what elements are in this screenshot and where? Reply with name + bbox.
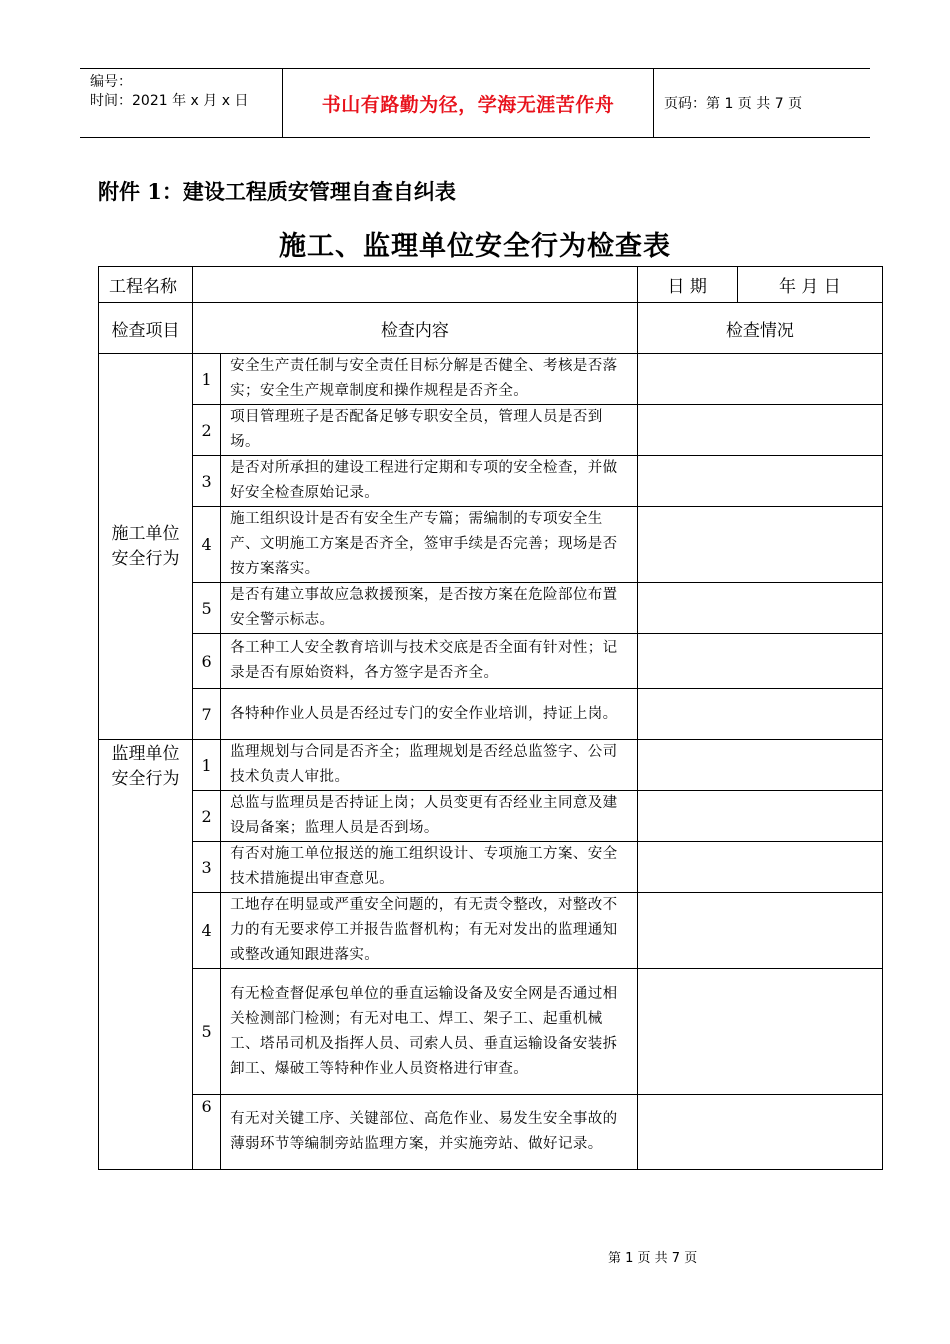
row-content: 有无对关键工序、关键部位、高危作业、易发生安全事故的薄弱环节等编制旁站监理方案，并实施旁站、做好记录。 [221, 1095, 638, 1170]
group-label-line: 施工单位 [111, 523, 180, 544]
row-number: 4 [193, 507, 221, 583]
inspection-table [98, 266, 883, 1170]
row-status[interactable] [637, 689, 882, 740]
row-content: 项目管理班子是否配备足够专职安全员，管理人员是否到场。 [221, 405, 638, 456]
row-status[interactable] [637, 634, 882, 689]
row-status[interactable] [637, 1095, 882, 1170]
row-number: 5 [193, 583, 221, 634]
row-number: 6 [193, 634, 221, 689]
row-number: 3 [193, 842, 221, 893]
table-row [99, 583, 883, 634]
row-content: 监理规划与合同是否齐全；监理规划是否经总监签字、公司技术负责人审批。 [221, 740, 638, 791]
row-content: 工地存在明显或严重安全问题的，有无责令整改，对整改不力的有无要求停工并报告监督机构；有无对发出的监理通知或整改通知跟进落实。 [221, 893, 638, 969]
group-label-line: 监理单位 [111, 744, 180, 764]
group-label-line: 安全行为 [111, 769, 180, 789]
row-number: 2 [193, 405, 221, 456]
table-row [99, 740, 883, 791]
time-label: 时间：2021 年 x 月 x 日 [90, 93, 249, 109]
table-title: 施工、监理单位安全行为检查表 [279, 231, 671, 262]
date-label: 日 期 [637, 267, 737, 303]
row-content: 总监与监理员是否持证上岗；人员变更有否经业主同意及建设局备案；监理人员是否到场。 [221, 791, 638, 842]
row-number: 1 [193, 740, 221, 791]
row-status[interactable] [637, 893, 882, 969]
table-row [99, 507, 883, 583]
project-row [99, 267, 883, 303]
row-status[interactable] [637, 740, 882, 791]
row-status[interactable] [637, 354, 882, 405]
header-meta [90, 73, 248, 111]
row-number: 1 [193, 354, 221, 405]
table-row [99, 1095, 883, 1170]
table-row [99, 456, 883, 507]
row-number: 2 [193, 791, 221, 842]
table-row [99, 893, 883, 969]
group-construction-label [99, 354, 193, 740]
page-info: 页码：第 1 页 共 7 页 [664, 96, 803, 112]
row-number: 3 [193, 456, 221, 507]
table-row [99, 354, 883, 405]
col-content-header: 检查内容 [193, 303, 638, 354]
row-content: 各特种作业人员是否经过专门的安全作业培训，持证上岗。 [221, 689, 638, 740]
col-status-header: 检查情况 [637, 303, 882, 354]
serial-label: 编号： [90, 74, 132, 90]
row-content: 安全生产责任制与安全责任目标分解是否健全、考核是否落实；安全生产规章制度和操作规程是否齐全。 [221, 354, 638, 405]
page-header [80, 68, 870, 138]
row-number: 5 [193, 969, 221, 1095]
col-item-header: 检查项目 [99, 303, 193, 354]
table-row [99, 405, 883, 456]
date-value[interactable]: 年 月 日 [737, 267, 882, 303]
footer-page-number: 第 1 页 共 7 页 [608, 1251, 698, 1266]
row-number: 7 [193, 689, 221, 740]
group-supervision-label [99, 740, 193, 1170]
motto: 书山有路勤为径，学海无涯苦作舟 [282, 69, 654, 137]
row-status[interactable] [637, 842, 882, 893]
row-status[interactable] [637, 791, 882, 842]
attachment-title: 附件 1：建设工程质安管理自查自纠表 [98, 179, 456, 204]
row-content: 各工种工人安全教育培训与技术交底是否全面有针对性；记录是否有原始资料，各方签字是否齐全。 [221, 634, 638, 689]
project-name-label: 工程名称 [99, 267, 193, 303]
row-number: 6 [193, 1095, 221, 1170]
row-status[interactable] [637, 507, 882, 583]
group-label-line: 安全行为 [111, 548, 180, 569]
table-row [99, 689, 883, 740]
column-header-row [99, 303, 883, 354]
project-name-value[interactable] [193, 267, 638, 303]
row-content: 有否对施工单位报送的施工组织设计、专项施工方案、安全技术措施提出审查意见。 [221, 842, 638, 893]
row-status[interactable] [637, 405, 882, 456]
row-number: 4 [193, 893, 221, 969]
table-row [99, 791, 883, 842]
row-content: 是否对所承担的建设工程进行定期和专项的安全检查，并做好安全检查原始记录。 [221, 456, 638, 507]
row-status[interactable] [637, 583, 882, 634]
row-status[interactable] [637, 969, 882, 1095]
table-row [99, 634, 883, 689]
row-status[interactable] [637, 456, 882, 507]
row-content: 施工组织设计是否有安全生产专篇；需编制的专项安全生产、文明施工方案是否齐全，签审手续是否完善；现场是否按方案落实。 [221, 507, 638, 583]
table-row [99, 969, 883, 1095]
row-content: 有无检查督促承包单位的垂直运输设备及安全网是否通过相关检测部门检测；有无对电工、焊工、架子工、起重机械工、塔吊司机及指挥人员、司索人员、垂直运输设备安装拆卸工、爆破工等特种作业人员资格进行审查。 [221, 969, 638, 1095]
row-content: 是否有建立事故应急救援预案，是否按方案在危险部位布置安全警示标志。 [221, 583, 638, 634]
table-row [99, 842, 883, 893]
